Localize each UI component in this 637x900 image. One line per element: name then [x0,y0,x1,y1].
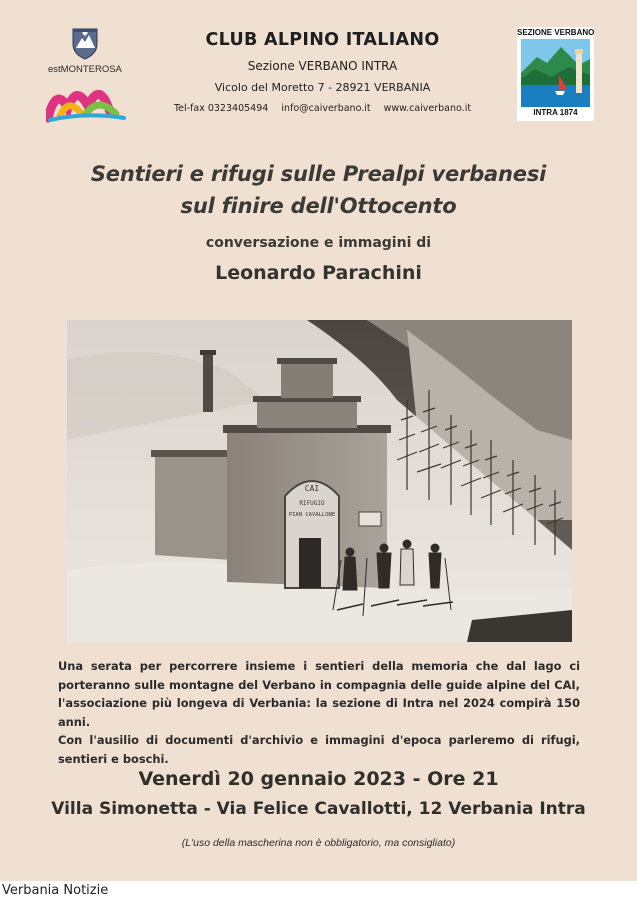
event-title-line-2: sul finire dell'Ottocento [180,194,457,218]
event-title [30,158,607,222]
est-monterosa-text: estMONTEROSA [48,64,122,75]
event-description-paragraph-1: Una serata per percorrere insieme i sentieri della memoria che dal lago ci porteranno sulle montagne del Verbano in compagnia delle guide alpine del CAI, l'associazione più longeva di Verbania: la sezione di Intra nel 2024 compirà 150 anni. [58,659,580,729]
est-monterosa-logo [44,24,128,124]
sezione-verbano-logo [517,27,594,121]
event-subtitle: conversazione e immagini di [205,235,432,251]
photo-sign-pian-cavallone: PIAN CAVALLONE [288,512,336,518]
event-description [58,657,580,768]
historic-photo-rifugio [67,320,572,642]
photo-sign-cai: CAI [304,484,320,493]
club-title: CLUB ALPINO ITALIANO [205,30,440,50]
lake-mountain-landscape-icon [521,39,590,107]
club-email: info@caiverbano.it [281,103,371,114]
club-contacts [150,102,495,116]
event-title-line-1: Sentieri e rifugi sulle Prealpi verbanesi [90,162,547,186]
monterosa-brand-mark-icon [46,78,126,124]
event-venue: Villa Simonetta - Via Felice Cavallotti, 12 Verbania Intra [51,799,586,819]
cai-emblem-icon [70,26,100,60]
club-header [150,28,495,116]
sezione-verbano-logo-top-text: SEZIONE VERBANO [517,28,595,37]
photo-sign-rifugio: RIFUGIO [299,500,325,507]
sezione-verbano-logo-bottom-text: INTRA 1874 [533,108,578,117]
club-address: Vicolo del Moretto 7 - 28921 VERBANIA [214,81,431,94]
club-website: www.caiverbano.it [383,103,472,114]
speaker-name: Leonardo Parachini [215,262,422,284]
club-section: Sezione VERBANO INTRA [247,59,398,73]
club-phone: Tel-fax 0323405494 [173,103,269,114]
event-mask-note: (L'uso della mascherina non è obbligatorio, ma consigliato) [181,837,456,849]
event-description-paragraph-2: Con l'ausilio di documenti d'archivio e immagini d'epoca parleremo di rifugi, sentieri e boschi. [58,733,580,766]
event-date-time: Venerdì 20 gennaio 2023 - Ore 21 [138,768,499,790]
historic-photo-svg [67,320,572,642]
source-caption: Verbania Notizie [2,883,109,898]
